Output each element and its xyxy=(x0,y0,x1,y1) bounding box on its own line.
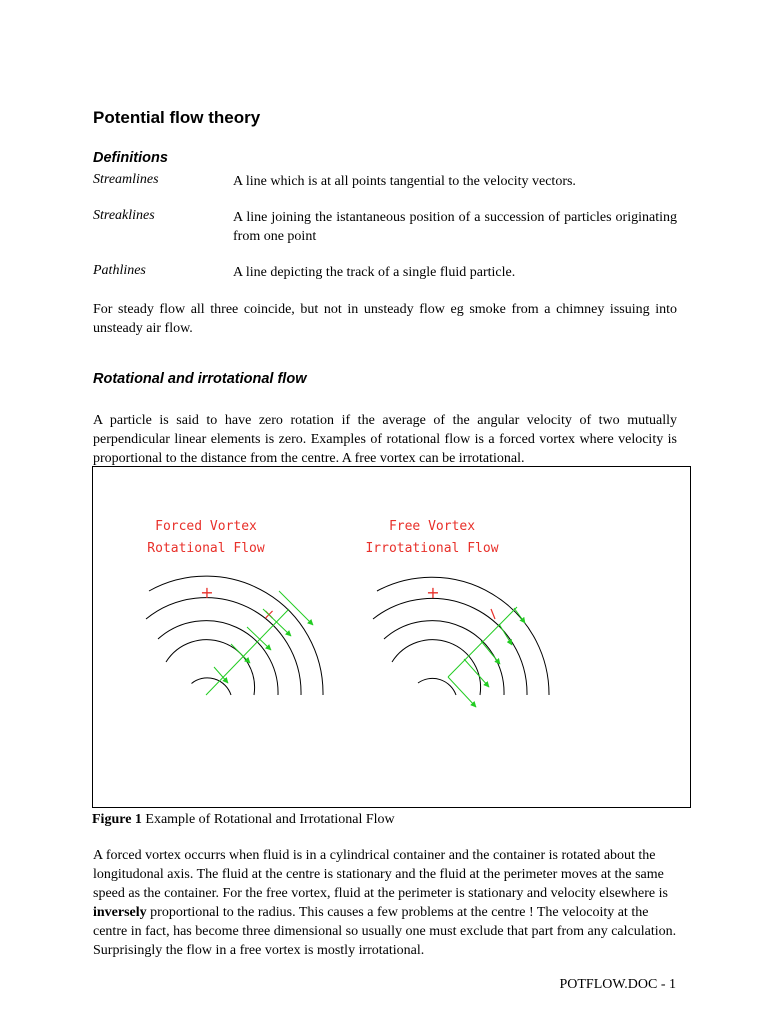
rotational-flow-label: Rotational Flow xyxy=(147,541,265,556)
page-footer: POTFLOW.DOC - 1 xyxy=(559,977,676,992)
free-streamline-2 xyxy=(392,640,481,695)
definition-text-streaklines: A line joining the istantaneous position of a succession of particles originating from one point xyxy=(233,210,677,244)
free-tick-marker xyxy=(491,609,495,619)
free-velocity-vectors xyxy=(448,607,525,707)
forced-velocity-vectors xyxy=(206,591,313,695)
forced-streamline-5 xyxy=(149,576,323,695)
free-radial-line xyxy=(448,607,517,677)
forced-center-plus: + xyxy=(200,583,214,602)
free-vortex-diagram xyxy=(373,577,549,695)
figure-frame xyxy=(92,466,691,808)
free-center-plus: + xyxy=(426,583,440,602)
free-vector-3 xyxy=(481,641,500,664)
definition-term-pathlines: Pathlines xyxy=(93,263,146,278)
forced-vector-2 xyxy=(231,644,250,663)
forced-streamline-3 xyxy=(158,621,278,695)
forced-streamline-4 xyxy=(146,598,301,695)
free-streamline-1 xyxy=(418,678,456,695)
forced-vortex-label: Forced Vortex xyxy=(155,519,257,534)
rotational-heading: Rotational and irrotational flow xyxy=(93,371,307,387)
vortex-explanation-part2: proportional to the radius. This causes a few problems at the centre ! The velocoity at the centre in fact, has become three dimensional so usually one must exclude that part from any calculation. Surprisingly the flow in a free vortex is mostly irrotational. xyxy=(93,905,677,958)
vortex-figure xyxy=(93,467,690,807)
free-vector-1 xyxy=(448,677,476,707)
free-streamline-5 xyxy=(377,577,549,695)
page-title: Potential flow theory xyxy=(93,108,261,127)
vortex-explanation-part1: A forced vortex occurrs when fluid is in a cylindrical container and the container is rotated about the longitudonal axis. The fluid at the centre is stationary and the fluid at the perimeter moves at the same speed as the container. For the free vortex, fluid at the perimeter is stationary and velocity elsewhere is xyxy=(93,848,668,901)
figure-caption-text: Example of Rotational and Irrotational Flow xyxy=(141,812,395,827)
figure-caption-label: Figure 1 xyxy=(92,812,142,827)
forced-streamline-2 xyxy=(166,640,255,695)
free-streamline-4 xyxy=(373,598,527,695)
free-vector-5 xyxy=(514,608,525,623)
forced-vector-5 xyxy=(279,591,313,625)
vortex-explanation-bold: inversely xyxy=(93,905,147,920)
forced-streamline-1 xyxy=(192,678,232,695)
definitions-heading: Definitions xyxy=(93,150,168,166)
free-vortex-label: Free Vortex xyxy=(388,519,476,534)
steady-flow-paragraph: For steady flow all three coincide, but not in unsteady flow eg smoke from a chimney issuing into unsteady air flow. xyxy=(93,302,677,336)
definition-text-streamlines: A line which is at all points tangential to the velocity vectors. xyxy=(233,174,576,189)
definition-term-streaklines: Streaklines xyxy=(93,208,155,223)
rotational-paragraph: A particle is said to have zero rotation if the average of the angular velocity of two mutually perpendicular linear elements is zero. Examples of rotational flow is a forced vortex where velocity is proportional to the distance from the centre. A free vortex can be irrotational. xyxy=(93,413,677,466)
definition-term-streamlines: Streamlines xyxy=(93,172,159,187)
definition-text-pathlines: A line depicting the track of a single fluid particle. xyxy=(233,265,516,280)
forced-cross-marker: × xyxy=(263,607,275,623)
vortex-explanation-paragraph xyxy=(93,846,677,960)
forced-vortex-diagram xyxy=(146,576,323,695)
free-vector-2 xyxy=(464,659,489,687)
free-vector-4 xyxy=(499,624,512,645)
figure-caption xyxy=(92,812,395,828)
forced-vector-3 xyxy=(247,627,271,650)
irrotational-flow-label: Irrotational Flow xyxy=(365,541,499,556)
